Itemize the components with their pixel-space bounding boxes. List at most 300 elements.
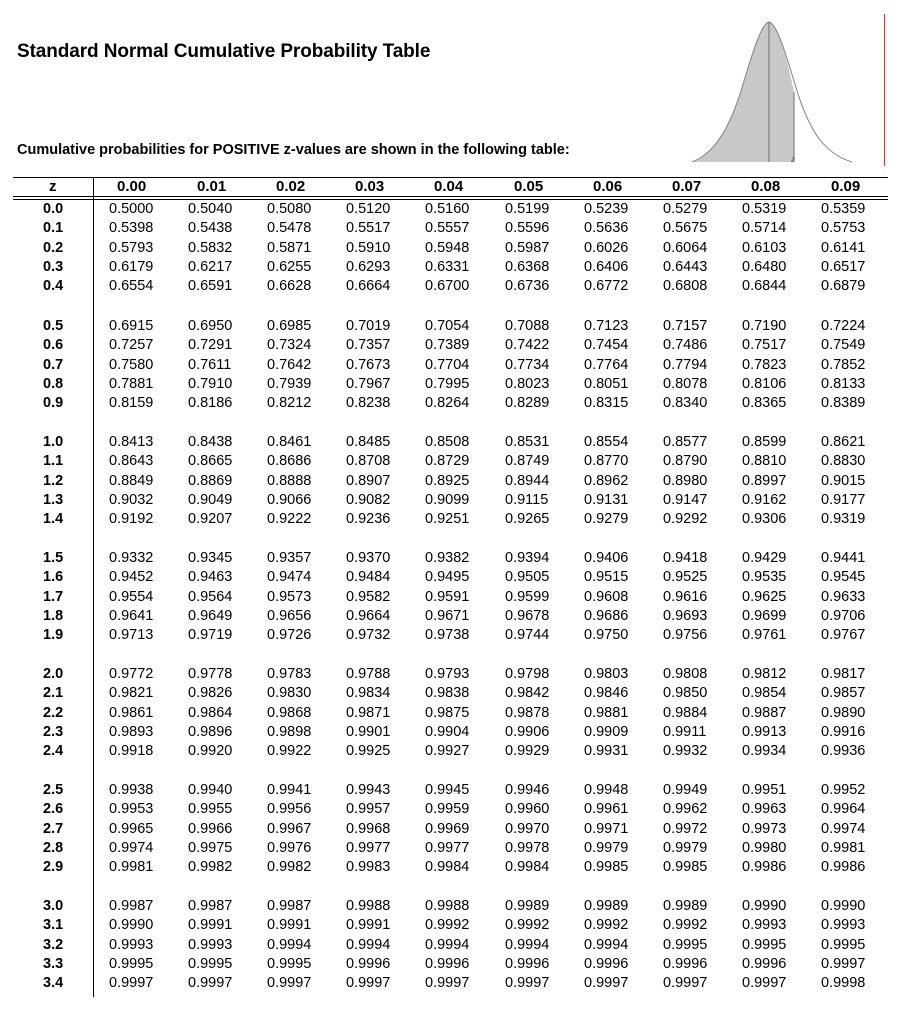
header-col: 0.04 bbox=[434, 178, 464, 195]
table-header bbox=[13, 177, 888, 197]
probability-cell: 0.9946 bbox=[505, 782, 550, 798]
probability-cell: 0.9599 bbox=[505, 588, 550, 605]
probability-cell: 0.9871 bbox=[346, 704, 391, 721]
probability-cell: 0.5714 bbox=[742, 220, 787, 237]
table-row bbox=[13, 685, 888, 704]
probability-cell: 0.5636 bbox=[584, 220, 629, 237]
probability-cell: 0.9971 bbox=[584, 820, 629, 837]
probability-cell: 0.7422 bbox=[505, 337, 550, 354]
probability-cell: 0.9993 bbox=[188, 936, 233, 953]
probability-cell: 0.9994 bbox=[346, 936, 391, 953]
probability-cell: 0.6480 bbox=[742, 258, 787, 275]
probability-cell: 0.9985 bbox=[584, 859, 629, 876]
probability-cell: 0.6443 bbox=[663, 258, 708, 275]
probability-cell: 0.9732 bbox=[346, 627, 391, 644]
probability-cell: 0.9995 bbox=[188, 955, 233, 972]
z-value-cell: 1.5 bbox=[43, 550, 64, 566]
probability-cell: 0.9429 bbox=[742, 550, 787, 566]
probability-cell: 0.9985 bbox=[663, 859, 708, 876]
probability-cell: 0.8508 bbox=[425, 434, 470, 450]
probability-cell: 0.9955 bbox=[188, 801, 233, 818]
table-row bbox=[13, 743, 888, 762]
probability-cell: 0.9147 bbox=[663, 491, 708, 508]
table-row bbox=[13, 511, 888, 530]
probability-cell: 0.7486 bbox=[663, 337, 708, 354]
probability-cell: 0.9997 bbox=[663, 975, 708, 992]
probability-cell: 0.9207 bbox=[188, 511, 233, 528]
probability-cell: 0.9693 bbox=[663, 607, 708, 624]
header-col: 0.00 bbox=[117, 178, 147, 195]
z-value-cell: 0.1 bbox=[43, 220, 64, 237]
probability-cell: 0.9949 bbox=[663, 782, 708, 798]
probability-cell: 0.9998 bbox=[821, 975, 866, 992]
probability-cell: 0.9177 bbox=[821, 491, 866, 508]
probability-cell: 0.9995 bbox=[109, 955, 154, 972]
row-group bbox=[13, 318, 888, 414]
probability-cell: 0.9961 bbox=[584, 801, 629, 818]
z-value-cell: 1.2 bbox=[43, 472, 64, 489]
probability-cell: 0.9987 bbox=[109, 898, 154, 914]
table-row bbox=[13, 956, 888, 975]
probability-cell: 0.9406 bbox=[584, 550, 629, 566]
probability-cell: 0.9968 bbox=[346, 820, 391, 837]
probability-cell: 0.9279 bbox=[584, 511, 629, 528]
probability-cell: 0.9798 bbox=[505, 666, 550, 682]
z-value-cell: 3.1 bbox=[43, 917, 64, 934]
probability-cell: 0.9896 bbox=[188, 723, 233, 740]
probability-cell: 0.8980 bbox=[663, 472, 708, 489]
z-value-cell: 2.0 bbox=[43, 666, 64, 682]
probability-cell: 0.9992 bbox=[584, 917, 629, 934]
probability-cell: 0.9984 bbox=[505, 859, 550, 876]
probability-cell: 0.9984 bbox=[425, 859, 470, 876]
table-row bbox=[13, 937, 888, 956]
z-value-cell: 0.8 bbox=[43, 375, 64, 392]
probability-cell: 0.5040 bbox=[188, 201, 233, 217]
probability-cell: 0.9893 bbox=[109, 723, 154, 740]
z-value-cell: 3.0 bbox=[43, 898, 64, 914]
probability-cell: 0.8340 bbox=[663, 395, 708, 412]
probability-cell: 0.9978 bbox=[505, 839, 550, 856]
probability-cell: 0.5871 bbox=[267, 239, 312, 256]
probability-cell: 0.9965 bbox=[109, 820, 154, 837]
probability-cell: 0.5319 bbox=[742, 201, 787, 217]
z-value-cell: 3.3 bbox=[43, 955, 64, 972]
probability-cell: 0.9738 bbox=[425, 627, 470, 644]
probability-cell: 0.7881 bbox=[109, 375, 154, 392]
probability-cell: 0.8078 bbox=[663, 375, 708, 392]
probability-cell: 0.9830 bbox=[267, 685, 312, 702]
probability-cell: 0.9756 bbox=[663, 627, 708, 644]
probability-cell: 0.9991 bbox=[346, 917, 391, 934]
table-row bbox=[13, 801, 888, 820]
probability-cell: 0.9941 bbox=[267, 782, 312, 798]
row-group bbox=[13, 666, 888, 762]
table-row bbox=[13, 608, 888, 627]
table-row bbox=[13, 666, 888, 685]
probability-cell: 0.9750 bbox=[584, 627, 629, 644]
table-row bbox=[13, 492, 888, 511]
probability-cell: 0.9864 bbox=[188, 704, 233, 721]
probability-cell: 0.9987 bbox=[188, 898, 233, 914]
probability-cell: 0.9995 bbox=[663, 936, 708, 953]
probability-cell: 0.7673 bbox=[346, 356, 391, 373]
probability-cell: 0.9967 bbox=[267, 820, 312, 837]
probability-cell: 0.9989 bbox=[584, 898, 629, 914]
probability-cell: 0.9996 bbox=[505, 955, 550, 972]
probability-cell: 0.5080 bbox=[267, 201, 312, 217]
z-value-cell: 1.8 bbox=[43, 607, 64, 624]
z-value-cell: 2.5 bbox=[43, 782, 64, 798]
z-value-cell: 0.0 bbox=[43, 201, 64, 217]
probability-cell: 0.9963 bbox=[742, 801, 787, 818]
probability-cell: 0.9484 bbox=[346, 569, 391, 586]
probability-cell: 0.9997 bbox=[267, 975, 312, 992]
probability-cell: 0.7995 bbox=[425, 375, 470, 392]
probability-cell: 0.5793 bbox=[109, 239, 154, 256]
probability-cell: 0.7357 bbox=[346, 337, 391, 354]
probability-cell: 0.9236 bbox=[346, 511, 391, 528]
probability-cell: 0.9394 bbox=[505, 550, 550, 566]
probability-cell: 0.9854 bbox=[742, 685, 787, 702]
row-group bbox=[13, 782, 888, 878]
table-row bbox=[13, 627, 888, 646]
table-row bbox=[13, 975, 888, 994]
probability-cell: 0.7054 bbox=[425, 318, 470, 334]
probability-cell: 0.9988 bbox=[425, 898, 470, 914]
probability-cell: 0.6808 bbox=[663, 278, 708, 295]
probability-cell: 0.5557 bbox=[425, 220, 470, 237]
probability-cell: 0.7642 bbox=[267, 356, 312, 373]
probability-cell: 0.9997 bbox=[742, 975, 787, 992]
probability-cell: 0.7611 bbox=[188, 356, 232, 373]
page-title: Standard Normal Cumulative Probability Table bbox=[17, 41, 431, 62]
shaded-area bbox=[692, 22, 794, 162]
probability-cell: 0.9817 bbox=[821, 666, 866, 682]
probability-cell: 0.8413 bbox=[109, 434, 154, 450]
table-row bbox=[13, 859, 888, 878]
probability-cell: 0.9982 bbox=[267, 859, 312, 876]
probability-cell: 0.6255 bbox=[267, 258, 312, 275]
probability-cell: 0.9906 bbox=[505, 723, 550, 740]
probability-cell: 0.7517 bbox=[742, 337, 787, 354]
probability-cell: 0.8531 bbox=[505, 434, 550, 450]
probability-cell: 0.9332 bbox=[109, 550, 154, 566]
probability-cell: 0.9641 bbox=[109, 607, 154, 624]
probability-cell: 0.9938 bbox=[109, 782, 154, 798]
probability-cell: 0.9783 bbox=[267, 666, 312, 682]
probability-cell: 0.9898 bbox=[267, 723, 312, 740]
probability-cell: 0.9990 bbox=[742, 898, 787, 914]
probability-cell: 0.9997 bbox=[109, 975, 154, 992]
probability-cell: 0.8577 bbox=[663, 434, 708, 450]
probability-cell: 0.9996 bbox=[663, 955, 708, 972]
header-col: 0.08 bbox=[751, 178, 781, 195]
probability-cell: 0.9834 bbox=[346, 685, 391, 702]
probability-cell: 0.6141 bbox=[821, 239, 866, 256]
probability-cell: 0.7823 bbox=[742, 356, 787, 373]
probability-cell: 0.9940 bbox=[188, 782, 233, 798]
probability-cell: 0.7019 bbox=[346, 318, 391, 334]
probability-cell: 0.7704 bbox=[425, 356, 470, 373]
probability-cell: 0.5239 bbox=[584, 201, 629, 217]
table-row bbox=[13, 453, 888, 472]
probability-cell: 0.9977 bbox=[425, 839, 470, 856]
probability-cell: 0.8365 bbox=[742, 395, 787, 412]
probability-cell: 0.9131 bbox=[584, 491, 629, 508]
probability-cell: 0.9032 bbox=[109, 491, 154, 508]
probability-cell: 0.9821 bbox=[109, 685, 154, 702]
table-row bbox=[13, 473, 888, 492]
probability-cell: 0.9357 bbox=[267, 550, 312, 566]
probability-cell: 0.9838 bbox=[425, 685, 470, 702]
table-row bbox=[13, 240, 888, 259]
probability-cell: 0.9015 bbox=[821, 472, 866, 489]
z-value-cell: 1.6 bbox=[43, 569, 64, 586]
probability-cell: 0.9994 bbox=[267, 936, 312, 953]
z-value-cell: 2.1 bbox=[43, 685, 64, 702]
probability-cell: 0.8051 bbox=[584, 375, 629, 392]
probability-cell: 0.9761 bbox=[742, 627, 787, 644]
row-group bbox=[13, 550, 888, 646]
table-row bbox=[13, 840, 888, 859]
probability-cell: 0.9996 bbox=[742, 955, 787, 972]
probability-cell: 0.6026 bbox=[584, 239, 629, 256]
probability-cell: 0.9049 bbox=[188, 491, 233, 508]
table-row bbox=[13, 201, 888, 220]
probability-cell: 0.9066 bbox=[267, 491, 312, 508]
probability-cell: 0.9922 bbox=[267, 743, 312, 760]
probability-cell: 0.9993 bbox=[821, 917, 866, 934]
probability-cell: 0.9913 bbox=[742, 723, 787, 740]
probability-cell: 0.9441 bbox=[821, 550, 866, 566]
header-rule-double bbox=[13, 199, 888, 200]
probability-cell: 0.9989 bbox=[663, 898, 708, 914]
probability-cell: 0.7190 bbox=[742, 318, 787, 334]
probability-cell: 0.9909 bbox=[584, 723, 629, 740]
table-row bbox=[13, 782, 888, 801]
probability-cell: 0.9992 bbox=[505, 917, 550, 934]
probability-cell: 0.9901 bbox=[346, 723, 391, 740]
probability-cell: 0.8708 bbox=[346, 453, 391, 470]
probability-cell: 0.9986 bbox=[821, 859, 866, 876]
probability-cell: 0.9952 bbox=[821, 782, 866, 798]
table-row bbox=[13, 724, 888, 743]
probability-cell: 0.9649 bbox=[188, 607, 233, 624]
z-value-cell: 2.7 bbox=[43, 820, 64, 837]
probability-cell: 0.9345 bbox=[188, 550, 233, 566]
probability-cell: 0.6628 bbox=[267, 278, 312, 295]
probability-cell: 0.9994 bbox=[425, 936, 470, 953]
table-row bbox=[13, 550, 888, 569]
z-value-cell: 1.4 bbox=[43, 511, 64, 528]
probability-cell: 0.7580 bbox=[109, 356, 154, 373]
probability-cell: 0.9997 bbox=[505, 975, 550, 992]
probability-cell: 0.9633 bbox=[821, 588, 866, 605]
probability-cell: 0.6554 bbox=[109, 278, 154, 295]
probability-cell: 0.8686 bbox=[267, 453, 312, 470]
probability-cell: 0.8461 bbox=[267, 434, 312, 450]
probability-cell: 0.7088 bbox=[505, 318, 550, 334]
probability-cell: 0.9956 bbox=[267, 801, 312, 818]
z-value-cell: 0.9 bbox=[43, 395, 64, 412]
z-value-cell: 1.9 bbox=[43, 627, 64, 644]
probability-cell: 0.9846 bbox=[584, 685, 629, 702]
probability-cell: 0.8888 bbox=[267, 472, 312, 489]
probability-cell: 0.9975 bbox=[188, 839, 233, 856]
probability-cell: 0.5438 bbox=[188, 220, 233, 237]
probability-cell: 0.9678 bbox=[505, 607, 550, 624]
probability-cell: 0.9983 bbox=[346, 859, 391, 876]
probability-cell: 0.9995 bbox=[821, 936, 866, 953]
probability-cell: 0.6985 bbox=[267, 318, 312, 334]
header-z: z bbox=[49, 178, 57, 195]
probability-cell: 0.9996 bbox=[584, 955, 629, 972]
probability-cell: 0.9370 bbox=[346, 550, 391, 566]
probability-cell: 0.8289 bbox=[505, 395, 550, 412]
probability-cell: 0.9945 bbox=[425, 782, 470, 798]
probability-cell: 0.6772 bbox=[584, 278, 629, 295]
probability-cell: 0.9992 bbox=[425, 917, 470, 934]
probability-cell: 0.9222 bbox=[267, 511, 312, 528]
probability-cell: 0.9868 bbox=[267, 704, 312, 721]
probability-cell: 0.9992 bbox=[663, 917, 708, 934]
probability-cell: 0.7794 bbox=[663, 356, 708, 373]
probability-cell: 0.7454 bbox=[584, 337, 629, 354]
probability-cell: 0.9857 bbox=[821, 685, 866, 702]
probability-cell: 0.6700 bbox=[425, 278, 470, 295]
probability-cell: 0.9664 bbox=[346, 607, 391, 624]
table-row bbox=[13, 821, 888, 840]
probability-cell: 0.5359 bbox=[821, 201, 866, 217]
probability-cell: 0.9564 bbox=[188, 588, 233, 605]
probability-cell: 0.5675 bbox=[663, 220, 708, 237]
probability-cell: 0.8907 bbox=[346, 472, 391, 489]
probability-cell: 0.5832 bbox=[188, 239, 233, 256]
probability-cell: 0.9981 bbox=[109, 859, 154, 876]
header-col: 0.06 bbox=[593, 178, 623, 195]
probability-cell: 0.9994 bbox=[584, 936, 629, 953]
probability-cell: 0.9591 bbox=[425, 588, 470, 605]
probability-cell: 0.9554 bbox=[109, 588, 154, 605]
probability-cell: 0.7734 bbox=[505, 356, 550, 373]
probability-cell: 0.8962 bbox=[584, 472, 629, 489]
probability-cell: 0.9916 bbox=[821, 723, 866, 740]
probability-cell: 0.9452 bbox=[109, 569, 154, 586]
probability-cell: 0.7939 bbox=[267, 375, 312, 392]
probability-cell: 0.9982 bbox=[188, 859, 233, 876]
probability-cell: 0.9875 bbox=[425, 704, 470, 721]
table-caption: Cumulative probabilities for POSITIVE z-values are shown in the following table: bbox=[17, 142, 570, 158]
probability-cell: 0.8997 bbox=[742, 472, 787, 489]
probability-cell: 0.9706 bbox=[821, 607, 866, 624]
probability-cell: 0.7910 bbox=[188, 375, 233, 392]
normal-curve-illustration bbox=[692, 14, 872, 166]
probability-cell: 0.6368 bbox=[505, 258, 550, 275]
probability-cell: 0.9625 bbox=[742, 588, 787, 605]
probability-cell: 0.7291 bbox=[188, 337, 233, 354]
probability-cell: 0.9948 bbox=[584, 782, 629, 798]
header-col: 0.01 bbox=[197, 178, 227, 195]
probability-cell: 0.8315 bbox=[584, 395, 629, 412]
probability-cell: 0.9991 bbox=[267, 917, 312, 934]
probability-cell: 0.8869 bbox=[188, 472, 233, 489]
probability-cell: 0.9573 bbox=[267, 588, 312, 605]
probability-cell: 0.5753 bbox=[821, 220, 866, 237]
probability-cell: 0.9306 bbox=[742, 511, 787, 528]
z-value-cell: 0.4 bbox=[43, 278, 64, 295]
probability-cell: 0.9535 bbox=[742, 569, 787, 586]
z-value-cell: 0.6 bbox=[43, 337, 64, 354]
probability-cell: 0.9918 bbox=[109, 743, 154, 760]
probability-cell: 0.8849 bbox=[109, 472, 154, 489]
z-value-cell: 2.4 bbox=[43, 743, 64, 760]
probability-cell: 0.9162 bbox=[742, 491, 787, 508]
probability-cell: 0.6103 bbox=[742, 239, 787, 256]
probability-cell: 0.9884 bbox=[663, 704, 708, 721]
probability-cell: 0.8770 bbox=[584, 453, 629, 470]
probability-cell: 0.9929 bbox=[505, 743, 550, 760]
probability-cell: 0.9887 bbox=[742, 704, 787, 721]
probability-cell: 0.9931 bbox=[584, 743, 629, 760]
probability-cell: 0.9969 bbox=[425, 820, 470, 837]
probability-cell: 0.9934 bbox=[742, 743, 787, 760]
probability-cell: 0.9826 bbox=[188, 685, 233, 702]
table-row bbox=[13, 917, 888, 936]
probability-cell: 0.6879 bbox=[821, 278, 866, 295]
header-col: 0.05 bbox=[514, 178, 544, 195]
z-value-cell: 0.2 bbox=[43, 239, 64, 256]
probability-cell: 0.9699 bbox=[742, 607, 787, 624]
probability-cell: 0.9989 bbox=[505, 898, 550, 914]
probability-cell: 0.9842 bbox=[505, 685, 550, 702]
probability-cell: 0.9192 bbox=[109, 511, 154, 528]
probability-cell: 0.9920 bbox=[188, 743, 233, 760]
probability-cell: 0.8186 bbox=[188, 395, 233, 412]
probability-cell: 0.9878 bbox=[505, 704, 550, 721]
z-value-cell: 2.2 bbox=[43, 704, 64, 721]
z-value-cell: 0.3 bbox=[43, 258, 64, 275]
probability-cell: 0.8925 bbox=[425, 472, 470, 489]
header-col: 0.03 bbox=[355, 178, 385, 195]
probability-cell: 0.8621 bbox=[821, 434, 866, 450]
probability-cell: 0.9495 bbox=[425, 569, 470, 586]
probability-cell: 0.6591 bbox=[188, 278, 233, 295]
probability-cell: 0.9265 bbox=[505, 511, 550, 528]
probability-cell: 0.9964 bbox=[821, 801, 866, 818]
probability-cell: 0.9979 bbox=[663, 839, 708, 856]
probability-cell: 0.9719 bbox=[188, 627, 233, 644]
probability-cell: 0.9744 bbox=[505, 627, 550, 644]
probability-cell: 0.7967 bbox=[346, 375, 391, 392]
probability-cell: 0.9972 bbox=[663, 820, 708, 837]
table-row bbox=[13, 376, 888, 395]
probability-cell: 0.5279 bbox=[663, 201, 708, 217]
probability-cell: 0.7324 bbox=[267, 337, 312, 354]
table-row bbox=[13, 337, 888, 356]
probability-cell: 0.9505 bbox=[505, 569, 550, 586]
table-row bbox=[13, 589, 888, 608]
probability-cell: 0.8554 bbox=[584, 434, 629, 450]
z-value-cell: 0.7 bbox=[43, 356, 64, 373]
top-rule bbox=[13, 177, 888, 178]
header-col: 0.09 bbox=[831, 178, 861, 195]
probability-cell: 0.9772 bbox=[109, 666, 154, 682]
probability-cell: 0.9525 bbox=[663, 569, 708, 586]
probability-cell: 0.5120 bbox=[346, 201, 391, 217]
probability-cell: 0.9977 bbox=[346, 839, 391, 856]
probability-cell: 0.8944 bbox=[505, 472, 550, 489]
